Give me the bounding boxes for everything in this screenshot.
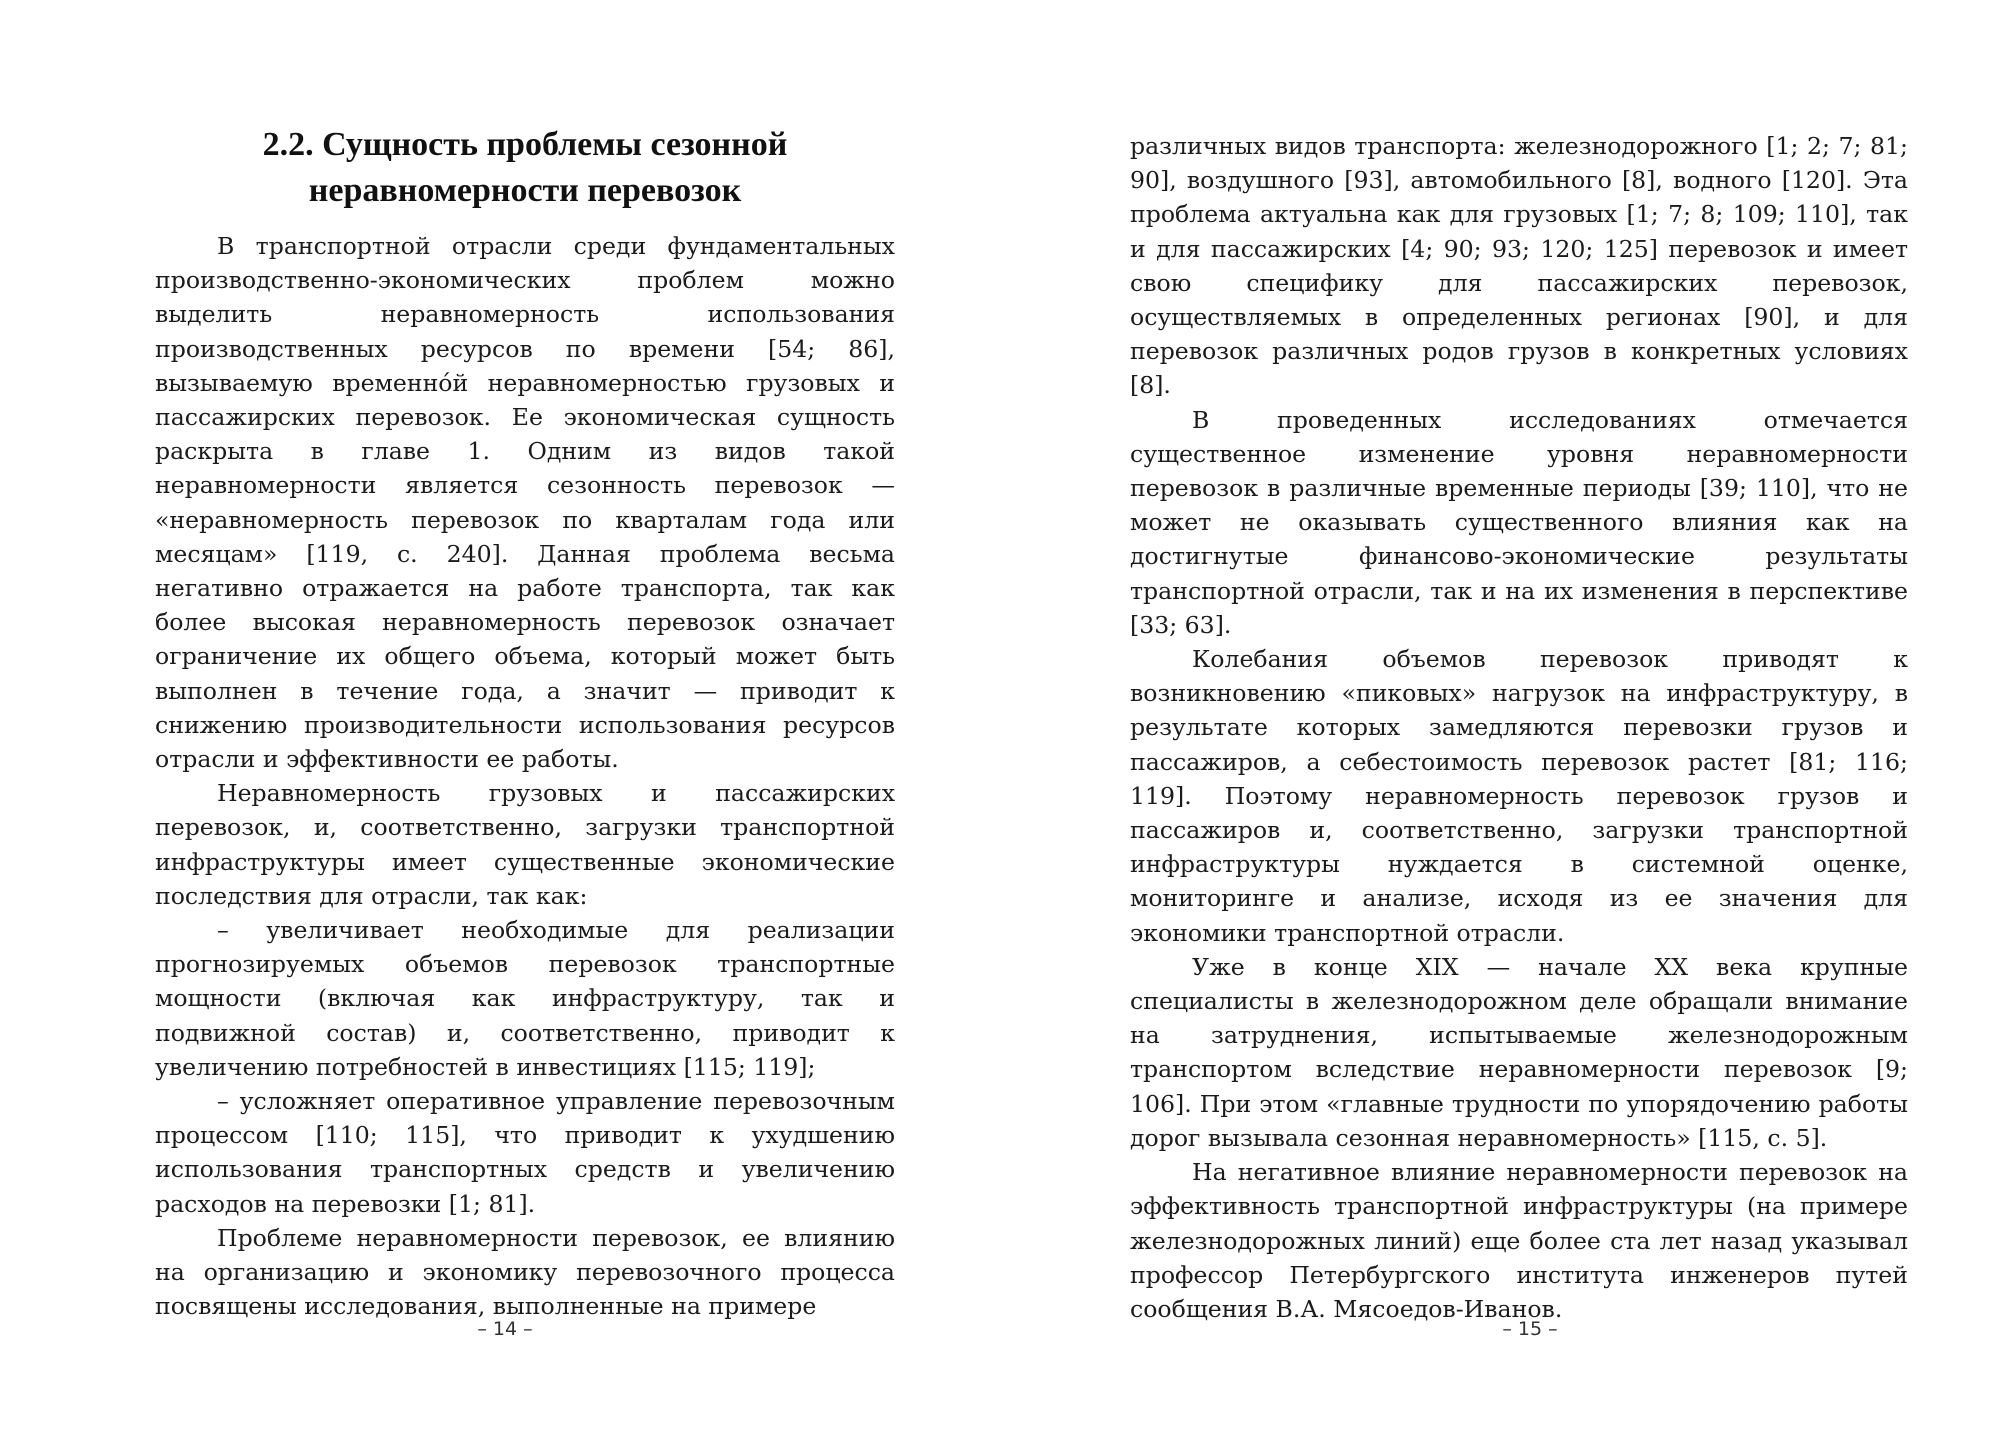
right-page-body: [1130, 129, 1908, 1326]
paragraph: В транспортной отрасли среди фундаментальных производственно-экономических проблем можно выделить неравномерность использования производственных ресурсов по времени [54; 86], вызываемую временнóй неравномерностью грузовых и пассажирских перевозок. Ее экономическая сущность раскрыта в главе 1. Одним из видов такой неравномерности является сезонность перевозок — «неравномерность перевозок по кварталам года или месяцам» [119, с. 240]. Данная проблема весьма негативно отражается на работе транспорта, так как более высокая неравномерность перевозок означает ограничение их общего объема, который может быть выполнен в течение года, а значит — приводит к снижению производительности использования ресурсов отрасли и эффективности ее работы.: [155, 232, 895, 774]
page-number-left: – 14 –: [477, 1318, 533, 1340]
list-item: – усложняет оперативное управление перевозочным процессом [110; 115], что приводит к ухудшению использования транспортных средств и увеличению расходов на перевозки [1; 81].: [155, 1087, 895, 1218]
paragraph: В проведенных исследованиях отмечается существенное изменение уровня неравномерности перевозок в различные временные периоды [39; 110], что не может не оказывать существенного влияния как на достигнутые финансово-экономические результаты транспортной отрасли, так и на их изменения в перспективе [33; 63].: [1130, 405, 1908, 639]
paragraph: Неравномерность грузовых и пассажирских перевозок, и, соответственно, загрузки транспортной инфраструктуры имеет существенные экономические последствия для отрасли, так как:: [155, 779, 895, 910]
section-heading: 2.2. Сущность проблемы сезонной неравномерности перевозок: [262, 126, 788, 209]
paragraph: Проблеме неравномерности перевозок, ее влиянию на организацию и экономику перевозочного процесса посвящены исследования, выполненные на примере: [155, 1223, 895, 1321]
page-number-right: – 15 –: [1502, 1318, 1558, 1340]
paragraph: На негативное влияние неравномерности перевозок на эффективность транспортной инфраструктуры (на примере железнодорожных линий) еще более ста лет назад указывал профессор Петербургского института инженеров путей сообщения В.А. Мясоедов-Иванов.: [1130, 1158, 1908, 1323]
paragraph: различных видов транспорта: железнодорожного [1; 2; 7; 81; 90], воздушного [93], автомобильного [8], водного [120]. Эта проблема актуальна как для грузовых [1; 7; 8; 109; 110], так и для пассажирских [4; 90; 93; 120; 125] перевозок и имеет свою специфику для пассажирских перевозок, осуществляемых в определенных регионах [90], и для перевозок различных родов грузов в конкретных условиях [8].: [1130, 132, 1908, 400]
paragraph: Уже в конце XIX — начале XX века крупные специалисты в железнодорожном деле обращали внимание на затруднения, испытываемые железнодорожным транспортом вследствие неравномерности перевозок [9; 106]. При этом «главные трудности по упорядочению работы дорог вызывала сезонная неравномерность» [115, с. 5].: [1130, 952, 1908, 1152]
paragraph: Колебания объемов перевозок приводят к возникновению «пиковых» нагрузок на инфраструктуру, в результате которых замедляются перевозки грузов и пассажиров, а себестоимость перевозок растет [81; 116; 119]. Поэтому неравномерность перевозок грузов и пассажиров и, соответственно, загрузки транспортной инфраструктуры нуждается в системной оценке, мониторинге и анализе, исходя из ее значения для экономики транспортной отрасли.: [1130, 645, 1908, 947]
list-item: – увеличивает необходимые для реализации прогнозируемых объемов перевозок транспортные мощности (включая как инфраструктуру, так и подвижной состав) и, соответственно, приводит к увеличению потребностей в инвестициях [115; 119];: [155, 916, 895, 1081]
left-page-body: [155, 229, 895, 1324]
